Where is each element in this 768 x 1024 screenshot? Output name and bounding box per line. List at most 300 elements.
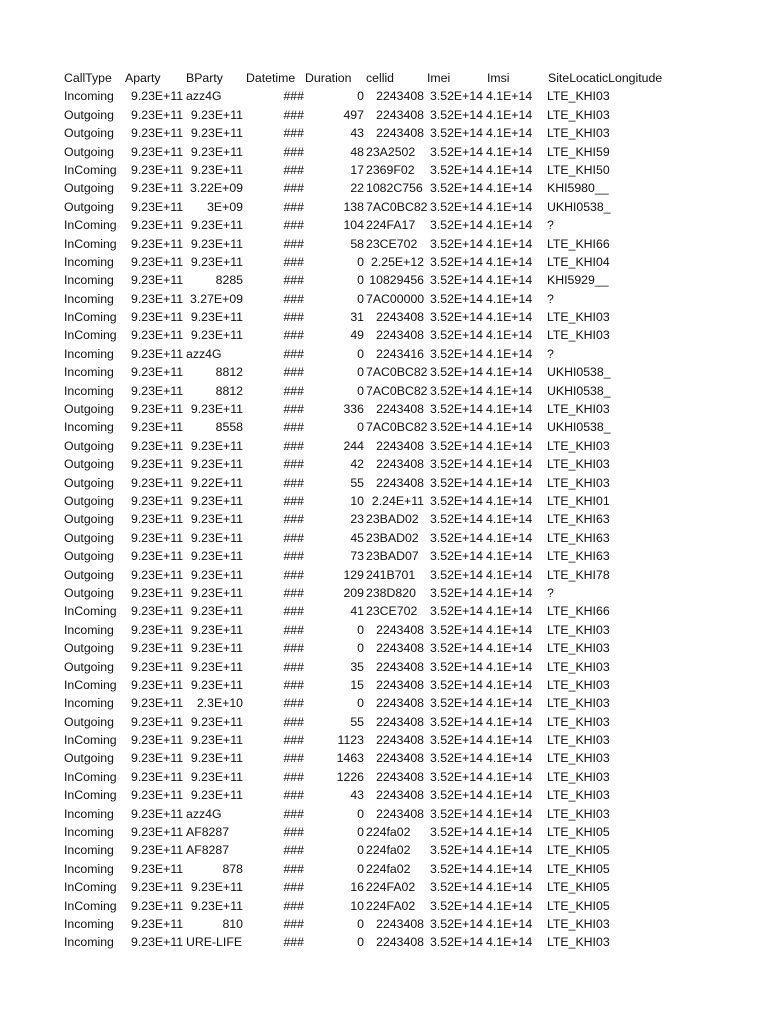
cell-aparty: 9.23E+11	[131, 218, 184, 233]
cell-duration: 41	[350, 604, 364, 619]
cell-cellid: 2369F02	[366, 162, 415, 177]
cell-duration: 244	[343, 438, 364, 453]
cell-calltype: Outgoing	[64, 567, 114, 582]
cell-imsi: 4.1E+14	[486, 310, 533, 325]
cell-cellid: 2243408	[376, 126, 424, 141]
cell-site-location: LTE_KHI63	[547, 530, 610, 545]
cell-cellid: 2243408	[376, 328, 424, 343]
cell-site-location: UKHI0538_	[547, 383, 611, 398]
cell-aparty: 9.23E+11	[131, 530, 184, 545]
cell-cellid: 2.24E+11	[371, 493, 424, 508]
cell-imei: 3.52E+14	[430, 438, 483, 453]
cell-calltype: Incoming	[64, 291, 114, 306]
cell-duration: 1123	[337, 733, 364, 748]
cell-cellid: 2243408	[376, 107, 424, 122]
cell-imei: 3.52E+14	[430, 898, 483, 913]
cell-site-location: LTE_KHI04	[547, 254, 610, 269]
cell-datetime: ###	[283, 236, 304, 251]
cell-aparty: 9.23E+11	[131, 641, 184, 656]
cell-imsi: 4.1E+14	[486, 843, 533, 858]
cell-bparty: AF8287	[186, 825, 230, 840]
cell-imsi: 4.1E+14	[486, 144, 533, 159]
cell-cellid: 23BAD02	[366, 530, 419, 545]
cell-duration: 49	[350, 328, 364, 343]
cell-bparty: 9.23E+11	[190, 402, 243, 417]
cell-site-location: LTE_KHI03	[547, 402, 610, 417]
cell-imei: 3.52E+14	[430, 916, 483, 931]
cell-site-location: LTE_KHI78	[547, 567, 610, 582]
cell-calltype: Incoming	[64, 365, 114, 380]
cell-site-location: LTE_KHI05	[547, 843, 610, 858]
table-row	[0, 474, 768, 492]
cell-duration: 0	[357, 365, 364, 380]
cell-bparty: 9.23E+11	[190, 126, 243, 141]
cell-aparty: 9.23E+11	[131, 236, 184, 251]
cell-imsi: 4.1E+14	[486, 898, 533, 913]
cell-datetime: ###	[283, 659, 304, 674]
cell-imsi: 4.1E+14	[486, 181, 533, 196]
table-row	[0, 87, 768, 105]
cell-datetime: ###	[283, 788, 304, 803]
cell-site-location: LTE_KHI03	[547, 677, 610, 692]
cell-site-location: ?	[547, 291, 554, 306]
cell-aparty: 9.23E+11	[131, 89, 184, 104]
cell-bparty: 9.23E+11	[190, 567, 243, 582]
cell-cellid: 2243408	[376, 677, 424, 692]
cell-site-location: LTE_KHI03	[547, 714, 610, 729]
table-row	[0, 602, 768, 620]
cell-site-location: LTE_KHI03	[547, 641, 610, 656]
cell-cellid: 2243408	[376, 769, 424, 784]
cell-calltype: Incoming	[64, 861, 114, 876]
cell-calltype: Incoming	[64, 806, 114, 821]
cell-aparty: 9.23E+11	[131, 549, 184, 564]
cell-cellid: 2243408	[376, 751, 424, 766]
cell-aparty: 9.23E+11	[131, 659, 184, 674]
data-rows	[0, 87, 768, 951]
cell-imsi: 4.1E+14	[486, 218, 533, 233]
cell-imei: 3.52E+14	[430, 714, 483, 729]
cell-duration: 0	[357, 273, 364, 288]
cell-datetime: ###	[283, 549, 304, 564]
cell-bparty: 9.23E+11	[190, 549, 243, 564]
cell-datetime: ###	[283, 843, 304, 858]
header-datetime: Datetime	[246, 71, 296, 85]
cell-cellid: 2243408	[376, 438, 424, 453]
cell-cellid: 224fa02	[366, 843, 411, 858]
cell-aparty: 9.23E+11	[131, 696, 184, 711]
cell-duration: 0	[357, 916, 364, 931]
cell-bparty: URE-LIFE	[186, 935, 243, 950]
cell-calltype: InComing	[64, 236, 117, 251]
cell-imei: 3.52E+14	[430, 89, 483, 104]
cell-bparty: 9.22E+11	[190, 475, 243, 490]
cell-datetime: ###	[283, 328, 304, 343]
cell-bparty: 9.23E+11	[190, 714, 243, 729]
cell-aparty: 9.23E+11	[131, 935, 184, 950]
cell-site-location: LTE_KHI03	[547, 328, 610, 343]
cell-bparty: azz4G	[186, 806, 222, 821]
cell-imei: 3.52E+14	[430, 512, 483, 527]
cell-calltype: Outgoing	[64, 181, 114, 196]
cell-imsi: 4.1E+14	[486, 880, 533, 895]
cell-cellid: 2243408	[376, 733, 424, 748]
cell-site-location: LTE_KHI05	[547, 825, 610, 840]
cell-datetime: ###	[283, 346, 304, 361]
cell-site-location: LTE_KHI05	[547, 880, 610, 895]
cell-site-location: LTE_KHI03	[547, 935, 610, 950]
cell-imsi: 4.1E+14	[486, 493, 533, 508]
cell-cellid: 2243416	[376, 346, 424, 361]
cell-imei: 3.52E+14	[430, 126, 483, 141]
cell-cellid: 7AC00000	[366, 291, 425, 306]
cell-imsi: 4.1E+14	[486, 696, 533, 711]
cell-imei: 3.52E+14	[430, 457, 483, 472]
cell-calltype: Outgoing	[64, 751, 114, 766]
cell-duration: 55	[350, 714, 364, 729]
cell-site-location: LTE_KHI66	[547, 604, 610, 619]
cell-site-location: LTE_KHI05	[547, 898, 610, 913]
cell-calltype: InComing	[64, 880, 117, 895]
cell-imsi: 4.1E+14	[486, 475, 533, 490]
cell-duration: 31	[350, 310, 364, 325]
cell-duration: 0	[357, 825, 364, 840]
table-row	[0, 308, 768, 326]
cell-imsi: 4.1E+14	[486, 788, 533, 803]
table-row	[0, 658, 768, 676]
cell-aparty: 9.23E+11	[131, 843, 184, 858]
cell-datetime: ###	[283, 530, 304, 545]
cell-bparty: 9.23E+11	[190, 769, 243, 784]
cell-imei: 3.52E+14	[430, 383, 483, 398]
cell-imsi: 4.1E+14	[486, 420, 533, 435]
table-row	[0, 198, 768, 216]
cell-calltype: Incoming	[64, 383, 114, 398]
cell-cellid: 23BAD02	[366, 512, 419, 527]
cell-calltype: Incoming	[64, 89, 114, 104]
cell-bparty: 9.23E+11	[190, 328, 243, 343]
table-row	[0, 455, 768, 473]
cell-site-location: LTE_KHI03	[547, 659, 610, 674]
cell-datetime: ###	[283, 457, 304, 472]
cell-datetime: ###	[283, 218, 304, 233]
cell-datetime: ###	[283, 696, 304, 711]
cell-imsi: 4.1E+14	[486, 273, 533, 288]
cell-calltype: InComing	[64, 769, 117, 784]
cell-imei: 3.52E+14	[430, 218, 483, 233]
cell-bparty: 3.22E+09	[190, 181, 243, 196]
cell-bparty: 9.23E+11	[190, 585, 243, 600]
cell-aparty: 9.23E+11	[131, 733, 184, 748]
cell-calltype: Outgoing	[64, 585, 114, 600]
table-row	[0, 253, 768, 271]
header-imsi: Imsi	[487, 71, 510, 85]
cell-aparty: 9.23E+11	[131, 383, 184, 398]
cell-site-location: ?	[547, 585, 554, 600]
cell-datetime: ###	[283, 199, 304, 214]
cell-site-location: LTE_KHI01	[547, 493, 610, 508]
table-row	[0, 713, 768, 731]
cell-aparty: 9.23E+11	[131, 751, 184, 766]
cell-bparty: 9.23E+11	[190, 236, 243, 251]
cell-imei: 3.52E+14	[430, 880, 483, 895]
cell-imei: 3.52E+14	[430, 567, 483, 582]
cell-site-location: LTE_KHI03	[547, 457, 610, 472]
table-row	[0, 216, 768, 234]
cell-aparty: 9.23E+11	[131, 769, 184, 784]
cell-calltype: Incoming	[64, 420, 114, 435]
cell-bparty: azz4G	[186, 346, 222, 361]
cell-aparty: 9.23E+11	[131, 677, 184, 692]
cell-calltype: Outgoing	[64, 402, 114, 417]
cell-imei: 3.52E+14	[430, 843, 483, 858]
cell-site-location: LTE_KHI59	[547, 144, 610, 159]
cell-duration: 16	[350, 880, 364, 895]
cell-datetime: ###	[283, 181, 304, 196]
cell-aparty: 9.23E+11	[131, 291, 184, 306]
cell-bparty: 8558	[215, 420, 243, 435]
cell-bparty: 9.23E+11	[190, 144, 243, 159]
table-row	[0, 290, 768, 308]
cell-cellid: 2243408	[376, 696, 424, 711]
cell-imei: 3.52E+14	[430, 273, 483, 288]
cell-site-location: LTE_KHI03	[547, 696, 610, 711]
cell-aparty: 9.23E+11	[131, 622, 184, 637]
cell-datetime: ###	[283, 769, 304, 784]
cell-site-location: LTE_KHI03	[547, 622, 610, 637]
cell-imsi: 4.1E+14	[486, 291, 533, 306]
cell-cellid: 224fa02	[366, 825, 411, 840]
cell-imsi: 4.1E+14	[486, 659, 533, 674]
cell-bparty: 3E+09	[207, 199, 243, 214]
cell-datetime: ###	[283, 604, 304, 619]
cell-imei: 3.52E+14	[430, 493, 483, 508]
cell-imsi: 4.1E+14	[486, 935, 533, 950]
cell-duration: 104	[343, 218, 364, 233]
cell-aparty: 9.23E+11	[131, 916, 184, 931]
cell-site-location: LTE_KHI03	[547, 107, 610, 122]
cell-site-location: LTE_KHI03	[547, 89, 610, 104]
spreadsheet	[0, 69, 768, 952]
cell-bparty: AF8287	[186, 843, 230, 858]
cell-cellid: 224FA17	[366, 218, 416, 233]
table-row	[0, 805, 768, 823]
table-row	[0, 271, 768, 289]
cell-aparty: 9.23E+11	[131, 402, 184, 417]
cell-duration: 0	[357, 420, 364, 435]
cell-calltype: Outgoing	[64, 659, 114, 674]
cell-cellid: 7AC0BC82	[366, 383, 428, 398]
cell-cellid: 23CE702	[366, 604, 418, 619]
cell-bparty: 9.23E+11	[190, 622, 243, 637]
table-row	[0, 731, 768, 749]
cell-imsi: 4.1E+14	[486, 365, 533, 380]
cell-datetime: ###	[283, 365, 304, 380]
header-site-longitude: SiteLocaticLongitude	[548, 71, 663, 85]
cell-imei: 3.52E+14	[430, 328, 483, 343]
cell-datetime: ###	[283, 420, 304, 435]
cell-imsi: 4.1E+14	[486, 806, 533, 821]
table-row	[0, 639, 768, 657]
cell-cellid: 2243408	[376, 622, 424, 637]
cell-site-location: ?	[547, 218, 554, 233]
table-row	[0, 841, 768, 859]
cell-duration: 0	[357, 383, 364, 398]
cell-imsi: 4.1E+14	[486, 861, 533, 876]
cell-imei: 3.52E+14	[430, 162, 483, 177]
cell-site-location: LTE_KHI03	[547, 475, 610, 490]
header-aparty: Aparty	[125, 71, 161, 85]
cell-datetime: ###	[283, 641, 304, 656]
cell-bparty: 9.23E+11	[190, 254, 243, 269]
cell-site-location: LTE_KHI03	[547, 126, 610, 141]
table-row	[0, 621, 768, 639]
cell-aparty: 9.23E+11	[131, 493, 184, 508]
cell-cellid: 2243408	[376, 659, 424, 674]
table-row	[0, 124, 768, 142]
cell-duration: 0	[357, 861, 364, 876]
cell-imei: 3.52E+14	[430, 420, 483, 435]
cell-imsi: 4.1E+14	[486, 402, 533, 417]
cell-site-location: UKHI0538_	[547, 420, 611, 435]
cell-calltype: Outgoing	[64, 144, 114, 159]
cell-bparty: 9.23E+11	[190, 751, 243, 766]
cell-duration: 15	[350, 677, 364, 692]
cell-bparty: 9.23E+11	[190, 107, 243, 122]
cell-bparty: 8812	[215, 383, 243, 398]
cell-imei: 3.52E+14	[430, 733, 483, 748]
cell-datetime: ###	[283, 880, 304, 895]
cell-calltype: Outgoing	[64, 126, 114, 141]
cell-calltype: Incoming	[64, 935, 114, 950]
cell-duration: 55	[350, 475, 364, 490]
cell-imei: 3.52E+14	[430, 254, 483, 269]
cell-cellid: 224FA02	[366, 898, 416, 913]
cell-calltype: Outgoing	[64, 475, 114, 490]
cell-imsi: 4.1E+14	[486, 604, 533, 619]
cell-duration: 129	[343, 567, 364, 582]
cell-duration: 42	[350, 457, 364, 472]
cell-bparty: 8285	[215, 273, 243, 288]
table-row	[0, 694, 768, 712]
cell-datetime: ###	[283, 254, 304, 269]
cell-bparty: 9.23E+11	[190, 512, 243, 527]
cell-datetime: ###	[283, 273, 304, 288]
cell-duration: 336	[343, 402, 364, 417]
cell-calltype: Incoming	[64, 273, 114, 288]
header-duration: Duration	[305, 71, 352, 85]
cell-datetime: ###	[283, 806, 304, 821]
cell-imsi: 4.1E+14	[486, 383, 533, 398]
table-row	[0, 749, 768, 767]
cell-aparty: 9.23E+11	[131, 365, 184, 380]
cell-datetime: ###	[283, 898, 304, 913]
cell-imei: 3.52E+14	[430, 585, 483, 600]
cell-aparty: 9.23E+11	[131, 420, 184, 435]
cell-imei: 3.52E+14	[430, 475, 483, 490]
cell-datetime: ###	[283, 493, 304, 508]
header-row	[0, 69, 768, 87]
cell-bparty: 878	[222, 861, 243, 876]
cell-imsi: 4.1E+14	[486, 236, 533, 251]
cell-imei: 3.52E+14	[430, 769, 483, 784]
header-imei: Imei	[427, 71, 451, 85]
cell-imei: 3.52E+14	[430, 549, 483, 564]
cell-cellid: 7AC0BC82	[366, 420, 428, 435]
cell-aparty: 9.23E+11	[131, 585, 184, 600]
cell-duration: 0	[357, 346, 364, 361]
cell-cellid: 224FA02	[366, 880, 416, 895]
cell-duration: 0	[357, 935, 364, 950]
cell-datetime: ###	[283, 107, 304, 122]
cell-aparty: 9.23E+11	[131, 273, 184, 288]
cell-calltype: Outgoing	[64, 530, 114, 545]
cell-imei: 3.52E+14	[430, 641, 483, 656]
cell-datetime: ###	[283, 402, 304, 417]
cell-aparty: 9.23E+11	[131, 512, 184, 527]
cell-calltype: InComing	[64, 162, 117, 177]
cell-calltype: InComing	[64, 218, 117, 233]
table-row	[0, 235, 768, 253]
cell-calltype: Outgoing	[64, 199, 114, 214]
cell-datetime: ###	[283, 861, 304, 876]
cell-aparty: 9.23E+11	[131, 806, 184, 821]
cell-duration: 22	[350, 181, 364, 196]
cell-datetime: ###	[283, 126, 304, 141]
cell-site-location: KHI5980__	[547, 181, 609, 196]
cell-cellid: 10829456	[369, 273, 424, 288]
cell-imsi: 4.1E+14	[486, 825, 533, 840]
cell-cellid: 2243408	[376, 457, 424, 472]
cell-datetime: ###	[283, 935, 304, 950]
cell-imei: 3.52E+14	[430, 604, 483, 619]
cell-imei: 3.52E+14	[430, 365, 483, 380]
cell-site-location: LTE_KHI05	[547, 861, 610, 876]
cell-imsi: 4.1E+14	[486, 530, 533, 545]
cell-imei: 3.52E+14	[430, 825, 483, 840]
cell-aparty: 9.23E+11	[131, 604, 184, 619]
cell-cellid: 2243408	[376, 916, 424, 931]
cell-calltype: InComing	[64, 898, 117, 913]
cell-imsi: 4.1E+14	[486, 457, 533, 472]
cell-imsi: 4.1E+14	[486, 769, 533, 784]
cell-aparty: 9.23E+11	[131, 199, 184, 214]
cell-calltype: InComing	[64, 604, 117, 619]
table-row	[0, 363, 768, 381]
cell-aparty: 9.23E+11	[131, 861, 184, 876]
cell-calltype: Outgoing	[64, 641, 114, 656]
cell-imei: 3.52E+14	[430, 861, 483, 876]
cell-duration: 209	[343, 585, 364, 600]
cell-calltype: Incoming	[64, 622, 114, 637]
cell-duration: 0	[357, 89, 364, 104]
cell-datetime: ###	[283, 144, 304, 159]
cell-aparty: 9.23E+11	[131, 788, 184, 803]
cell-bparty: 9.23E+11	[190, 641, 243, 656]
cell-aparty: 9.23E+11	[131, 162, 184, 177]
cell-imei: 3.52E+14	[430, 107, 483, 122]
cell-calltype: Incoming	[64, 843, 114, 858]
cell-cellid: 2243408	[376, 806, 424, 821]
table-row	[0, 326, 768, 344]
cell-aparty: 9.23E+11	[131, 475, 184, 490]
cell-imsi: 4.1E+14	[486, 641, 533, 656]
cell-imei: 3.52E+14	[430, 696, 483, 711]
cell-calltype: InComing	[64, 328, 117, 343]
cell-bparty: 9.23E+11	[190, 677, 243, 692]
table-row	[0, 768, 768, 786]
cell-aparty: 9.23E+11	[131, 254, 184, 269]
